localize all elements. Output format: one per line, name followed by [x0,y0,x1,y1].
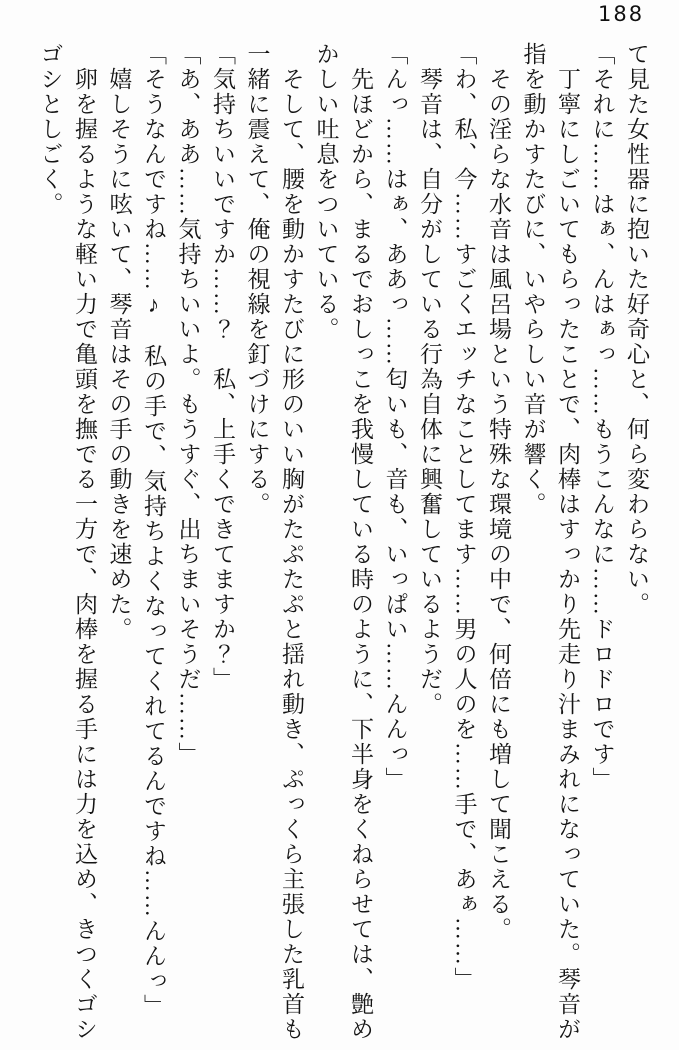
paragraph: 「あ、ああ……気持ちいいよ。もうすぐ、出ちまいそうだ……」 [175,42,201,767]
text-column-block [32,42,653,1046]
paragraph: 「わ、私、今……すごくエッチなことしてます……男の人のを……手で、あぁ……」 [451,42,477,992]
paragraph: て見た女性器に抱いた好奇心と、何ら変わらない。 [624,42,649,617]
paragraph: 丁寧にしごいてもらったことで、肉棒はすっかり先走り汁まみれになっていた。琴音が指を動かすたびに、いやらしい音が響く。 [520,42,580,1042]
paragraph: 嬉しそうに呟いて、琴音はその手の動きを速めた。 [106,67,132,642]
paragraph: 琴音は、自分がしている行為自体に興奮しているようだ。 [417,67,442,717]
paragraph: 卵を握るような軽い力で亀頭を撫でる一方で、肉棒を握る手には力を込め、きつくゴシゴシとしごく。 [37,42,97,1042]
page-number: 188 [598,2,645,26]
paragraph: 「それに……はぁ、んはぁっ……もうこんなに……ドロドロです」 [589,42,615,792]
paragraph: 「そうなんですね……♪ 私の手で、気持ちよくなってくれてるんですね……んんっ」 [141,42,166,1019]
paragraph: そして、腰を動かすたびに形のいい胸がたぷたぷと揺れ動き、ぷっくら主張した乳首も一緒に震えて、俺の視線を釘づけにする。 [244,42,304,1042]
paragraph: その淫らな水音は風呂場という特殊な環境の中で、何倍にも増して聞こえる。 [486,67,511,942]
paragraph: 「気持ちいいですか……？ 私、上手くできてますか？」 [210,42,235,692]
paragraph: 先ほどから、まるでおしっこを我慢している時のように、下半身をくねらせては、艶めかしい吐息をついている。 [313,42,373,1042]
paragraph: 「んっ……はぁ、ああっ……匂いも、音も、いっぱい……んんっ」 [382,42,408,792]
